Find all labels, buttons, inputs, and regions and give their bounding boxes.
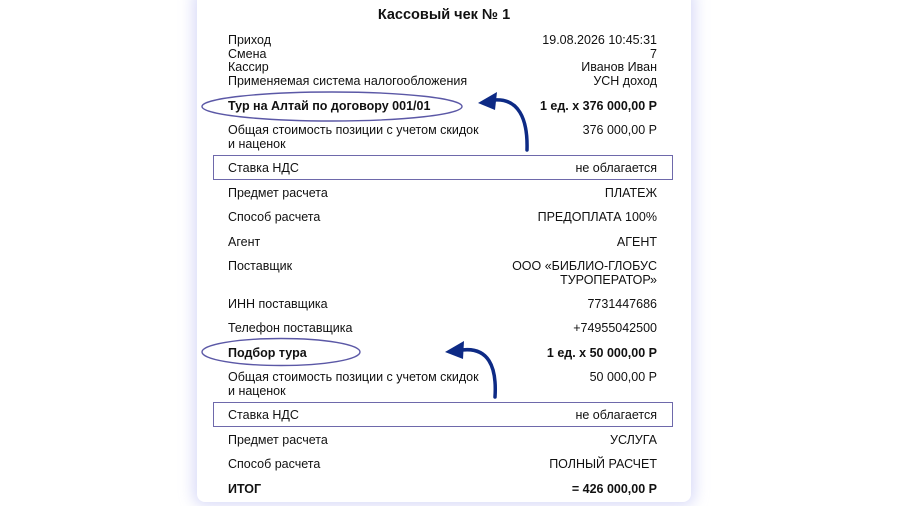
- item-1-supplier-value-line2: ТУРОПЕРАТОР»: [560, 273, 657, 287]
- tax-system-value: УСН доход: [593, 73, 657, 88]
- header-row-operation: [228, 34, 657, 48]
- item-2-method-row: [228, 457, 657, 471]
- item-2-name: Подбор тура: [228, 346, 307, 360]
- item-2-row: [228, 346, 657, 360]
- item-1-inn-value: 7731447686: [587, 297, 657, 311]
- item-2-quantity-price: 1 ед. х 50 000,00 Р: [546, 346, 657, 360]
- item-1-supplier-label: Поставщик: [228, 259, 293, 273]
- item-1-method-row: [228, 210, 657, 224]
- shift-value: 7: [650, 46, 657, 61]
- item-1-name: Тур на Алтай по договору 001/01: [228, 99, 431, 113]
- item-1-vat-value: не облагается: [575, 161, 657, 175]
- item-2-subject-label: Предмет расчета: [228, 433, 328, 447]
- item-2-total-row: [228, 370, 657, 398]
- operation-label: Приход: [228, 33, 271, 47]
- item-2-subject-value: УСЛУГА: [610, 433, 657, 447]
- item-1-total-label: Общая стоимость позиции с учетом скидок и наценок: [228, 123, 479, 151]
- receipt-title: Кассовый чек № 1: [377, 7, 511, 23]
- item-2-method-label: Способ расчета: [228, 457, 321, 471]
- item-1-agent-label: Агент: [228, 235, 261, 249]
- item-2-vat-row: [228, 408, 657, 422]
- item-1-method-label: Способ расчета: [228, 210, 321, 224]
- datetime-value: 19.08.2026 10:45:31: [542, 33, 657, 47]
- header-row-shift: [228, 48, 657, 62]
- item-1-vat-row: [228, 161, 657, 175]
- item-1-inn-label: ИНН поставщика: [228, 297, 328, 311]
- cashier-value: Иванов Иван: [581, 60, 657, 74]
- total-value: = 426 000,00 Р: [571, 482, 657, 496]
- item-1-agent-row: [228, 235, 657, 249]
- item-1-total-row: [228, 123, 657, 151]
- item-1-supplier-value-line1: ООО «БИБЛИО-ГЛОБУС: [512, 259, 657, 273]
- item-2-subject-row: [228, 433, 657, 447]
- shift-label: Смена: [228, 46, 267, 61]
- item-1-total-value: 376 000,00 Р: [582, 123, 657, 137]
- item-2-vat-label: Ставка НДС: [228, 408, 299, 422]
- item-1-agent-value: АГЕНТ: [616, 235, 657, 249]
- item-1-phone-row: [228, 321, 657, 335]
- cashier-label: Кассир: [228, 60, 269, 74]
- item-1-phone-value: +74955042500: [573, 321, 657, 335]
- header-row-tax-system: [228, 75, 657, 89]
- tax-system-label: Применяемая система налогообложения: [228, 73, 468, 88]
- item-1-quantity-price: 1 ед. х 376 000,00 Р: [539, 99, 657, 113]
- item-1-subject-value: ПЛАТЕЖ: [604, 186, 657, 200]
- item-2-total-label: Общая стоимость позиции с учетом скидок и наценок: [228, 370, 479, 398]
- item-1-vat-label: Ставка НДС: [228, 161, 299, 175]
- total-row: [228, 482, 657, 496]
- receipt-card: [197, 0, 691, 502]
- item-1-subject-label: Предмет расчета: [228, 186, 328, 200]
- item-1-supplier-row: [228, 259, 657, 287]
- item-1-inn-row: [228, 297, 657, 311]
- item-1-row: [228, 99, 657, 113]
- item-2-total-value: 50 000,00 Р: [589, 370, 657, 384]
- item-1-phone-label: Телефон поставщика: [228, 321, 353, 335]
- total-label: ИТОГ: [228, 482, 262, 496]
- item-1-subject-row: [228, 186, 657, 200]
- item-1-method-value: ПРЕДОПЛАТА 100%: [537, 210, 657, 224]
- item-1-supplier-value: [512, 259, 657, 287]
- item-2-method-value: ПОЛНЫЙ РАСЧЕТ: [549, 457, 657, 471]
- item-2-vat-value: не облагается: [575, 408, 657, 422]
- header-row-cashier: [228, 61, 657, 75]
